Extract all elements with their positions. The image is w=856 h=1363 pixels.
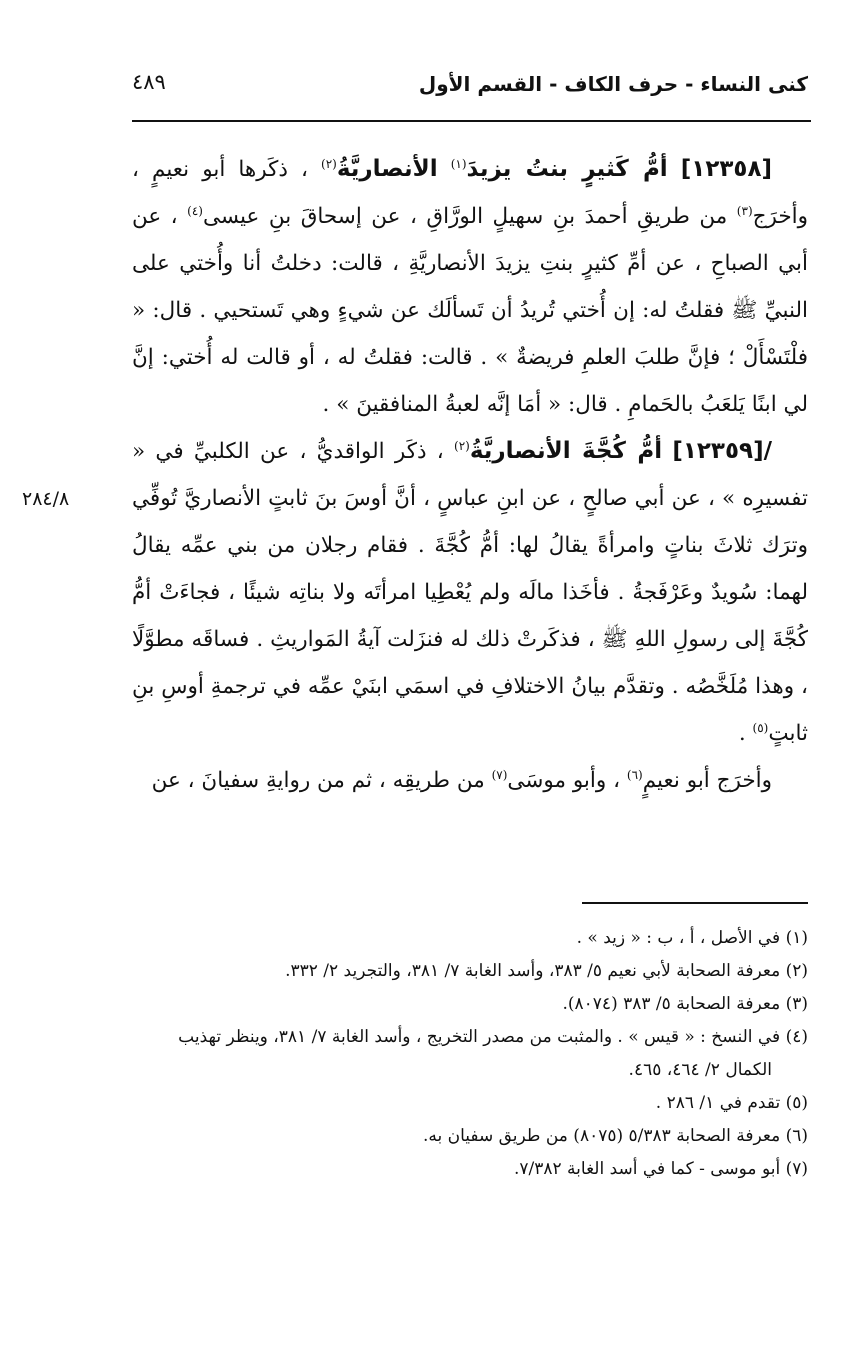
entry-title-nisba: الأنصاريَّةُ — [336, 156, 438, 182]
footnote-ref: (٢) — [321, 156, 337, 171]
entry-12359 — [132, 428, 808, 757]
page-number: ٤٨٩ — [132, 70, 166, 94]
entry-12358 — [132, 146, 808, 428]
running-header — [132, 66, 808, 106]
footnote-ref: (٣) — [736, 203, 753, 218]
footnote-3: (٣) معرفة الصحابة ٥/ ٣٨٣ (٨٠٧٤). — [562, 994, 808, 1014]
entry-number: /[١٢٣٥٩] — [672, 438, 772, 464]
entry-text: ، عن أبي الصباحِ ، عن أمِّ كثيرٍ بنتِ يزيدَ الأنصاريَّةِ ، قالت: دخلتُ أنا وأُختي على النبيِّ ﷺ فقلتُ له: إن أُختي تُريدُ أن تَسألَك عن شيءٍ وهي تَستحيي . قال: « فلْتَسْأَلْ ؛ فإنَّ طلبَ العلمِ فريضةٌ » . قالت: فقلتُ له ، أو قالت له أُختي: إنَّ لي ابنًا يَلعَبُ بالحَمامِ . قال: « أمَا إنَّه لعبةُ المنافقينَ » . — [132, 204, 808, 417]
footnotes — [132, 922, 808, 1186]
footnote-4-continuation: الكمال ٢/ ٤٦٤، ٤٦٥. — [628, 1060, 772, 1080]
continuation-paragraph — [132, 757, 808, 804]
entry-number: [١٢٣٥٨] — [680, 156, 773, 182]
footnote-1: (١) في الأصل ، أ ، ب : « زيد » . — [576, 928, 808, 948]
entry-text: وأخرَج أبو نعيمٍ — [642, 768, 772, 793]
footnote-ref: (٤) — [187, 203, 203, 218]
footnote-7: (٧) أبو موسى - كما في أسد الغابة ٧/٣٨٢. — [513, 1159, 808, 1179]
footnote-ref: (٥) — [752, 720, 769, 735]
entry-text: ، ذكَر الواقديُّ ، عن الكلبيِّ في « تفسيرِه » ، عن أبي صالحٍ ، عن ابنِ عباسٍ ، أنَّ أوسَ بنَ ثابتٍ الأنصاريَّ تُوفِّي وترَك ثلاثَ بناتٍ وامرأةً يقالُ لها: أمُّ كُجَّةَ . فقام رجلان من بني عمِّه يقالُ لهما: سُويدٌ وعَرْفَجةُ . فأخَذا مالَه ولم يُعْطِيا امرأتَه ولا بناتِه شيئًا ، فجاءَتْ أمُّ كُجَّةَ إلى رسولِ اللهِ ﷺ ، فذكَرتْ ذلك له فنزَلت آيةُ المَواريثِ . فساقَه مطوَّلًا ، وهذا مُلَخَّصُه . وتقدَّم بيانُ الاختلافِ في اسمَي ابنَيْ عمِّه في ترجمةِ أوسِ بنِ ثابتٍ — [132, 439, 808, 746]
footnote-ref: (٢) — [454, 438, 470, 453]
main-text — [132, 146, 808, 804]
entry-title: أمُّ كُجَّةَ الأنصاريَّةُ — [469, 438, 663, 464]
footnote-ref: (٦) — [626, 767, 643, 782]
footnote-ref: (١) — [450, 156, 467, 171]
footnote-rule — [582, 902, 808, 904]
footnote-2: (٢) معرفة الصحابة لأبي نعيم ٥/ ٣٨٣، وأسد الغابة ٧/ ٣٨١، والتجريد ٢/ ٣٣٢. — [285, 961, 808, 981]
entry-text: من طريقِ أحمدَ بنِ سهيلٍ الورَّاقِ ، عن إسحاقَ بنِ عيسى — [202, 204, 728, 229]
entry-text: ، وأبو موسَى — [507, 768, 621, 793]
entry-title: أمُّ كَثيرٍ بنتُ يزيدَ — [466, 156, 668, 182]
entry-text: . — [738, 721, 746, 746]
footnote-5: (٥) تقدم في ١/ ٢٨٦ . — [655, 1093, 808, 1113]
header-rule — [132, 120, 811, 122]
margin-reference: ٢٨٤/٨ — [22, 488, 70, 510]
footnote-4: (٤) في النسخ : « قيس » . والمثبت من مصدر التخريج ، وأسد الغابة ٧/ ٣٨١، وينظر تهذيب — [178, 1027, 808, 1047]
running-title: كنى النساء - حرف الكاف - القسم الأول — [418, 72, 808, 96]
footnote-6: (٦) معرفة الصحابة ٥/٣٨٣ (٨٠٧٥) من طريق سفيان به. — [422, 1126, 808, 1146]
entry-text: من طريقِه ، ثم من روايةِ سفيانَ ، عن — [151, 768, 485, 793]
entry-text: ، ذكَرها أبو نعيمٍ ، وأخرَج — [132, 157, 809, 229]
footnote-ref: (٧) — [491, 767, 508, 782]
